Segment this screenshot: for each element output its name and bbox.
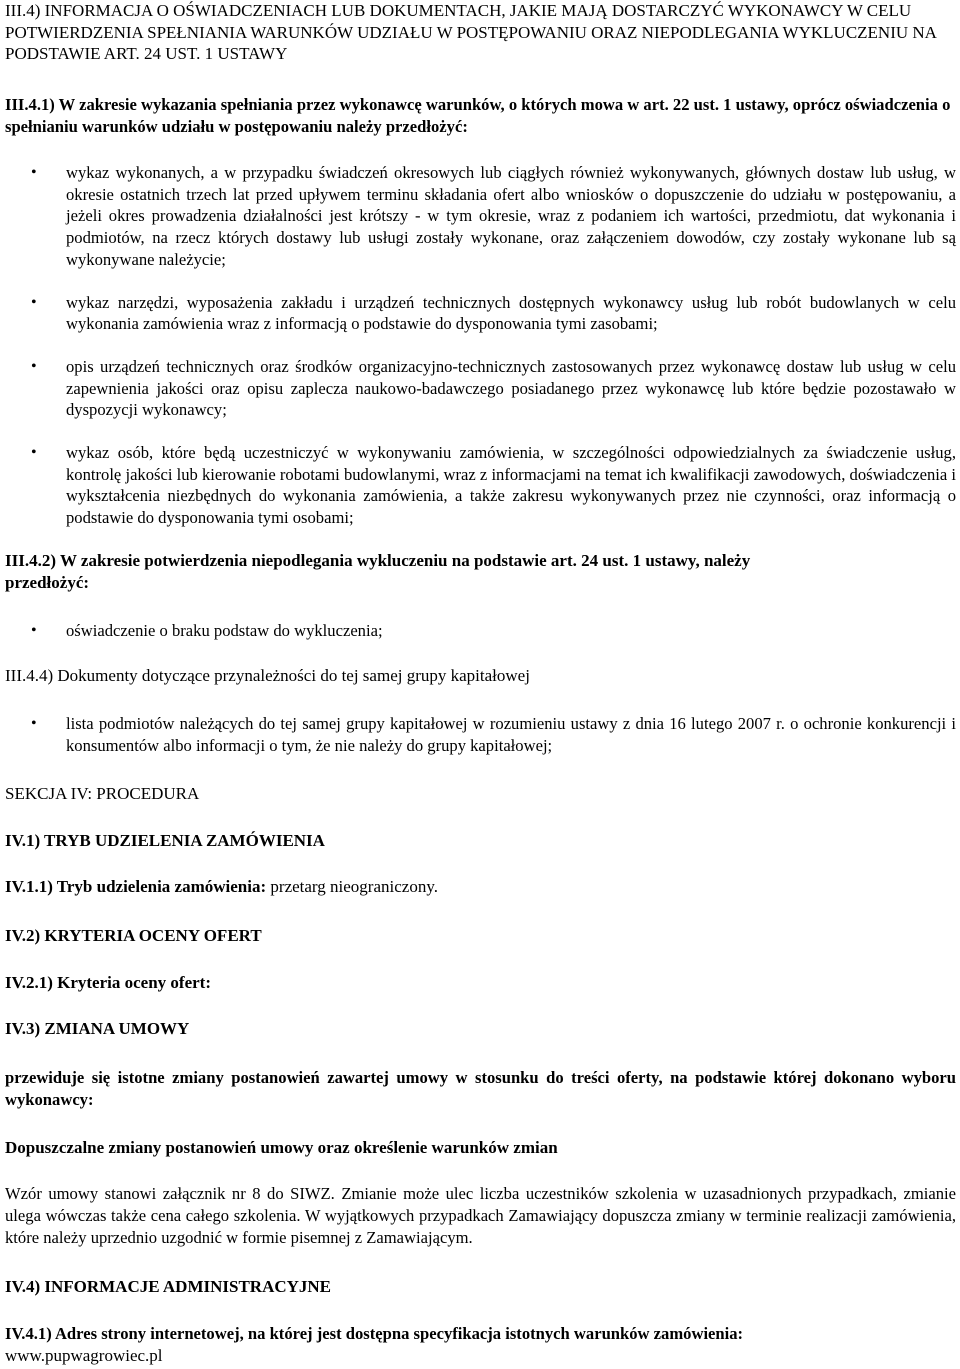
bullet-icon: •: [31, 357, 37, 375]
website-link[interactable]: www.pupwagrowiec.pl: [5, 1346, 163, 1365]
bullet-icon: •: [31, 622, 37, 639]
section-iv4-heading: IV.4) INFORMACJE ADMINISTRACYJNE: [5, 1277, 332, 1296]
section-iii4-heading: III.4) INFORMACJA O OŚWIADCZENIACH LUB DOKUMENTACH, JAKIE MAJĄ DOSTARCZYĆ WYKONAWCY W CELU POTWIERDZENIA SPEŁNIANIA WARUNKÓW UDZIAŁU W POSTĘPOWANIU ORAZ NIEPODLEGANIA WYKLUCZENIU NA PODSTAWIE ART. 24 UST. 1 USTAWY: [5, 1, 937, 63]
list-iii41: [5, 162, 956, 529]
bullet-icon: •: [31, 715, 37, 732]
list-item-text: wykaz narzędzi, wyposażenia zakładu i urządzeń technicznych dostępnych wykonawcy usług lub robót budowlanych w celu wykonania zamówienia wraz z informacją o podstawie do dysponowania tymi zasobami;: [66, 292, 956, 334]
iv3-question: przewiduje się istotne zmiany postanowień zawartej umowy w stosunku do treści oferty, na podstawie której dokonano wyboru wykonawcy:: [5, 1068, 956, 1109]
iv11-value: przetarg nieograniczony.: [266, 877, 438, 896]
section-iii42-heading: III.4.2) W zakresie potwierdzenia niepodlegania wykluczeniu na podstawie art. 24 ust. 1 ustawy, należy przedłożyć:: [5, 551, 751, 592]
bullet-icon: •: [31, 444, 37, 462]
section-iv2-heading: IV.2) KRYTERIA OCENY OFERT: [5, 926, 262, 945]
section-iii41-heading: III.4.1) W zakresie wykazania spełniania przez wykonawcę warunków, o których mowa w art. 22 ust. 1 ustawy, oprócz oświadczenia o spełnianiu warunków udziału w postępowaniu należy przedłożyć:: [5, 95, 951, 136]
section-iv-title: SEKCJA IV: PROCEDURA: [5, 784, 200, 803]
list-item-text: opis urządzeń technicznych oraz środków organizacyjno-technicznych zastosowanych przez wykonawcę dostaw lub usług w celu zapewnienia jakości oraz opisu zaplecza naukowo-badawczego posiadanego przez wykonawcę lub które będzie pozostawało w dyspozycji wykonawcy;: [66, 356, 956, 420]
list-iii42: [5, 620, 956, 642]
list-item-text: wykaz osób, które będą uczestniczyć w wykonywaniu zamówienia, w szczególności odpowiedzialnych za świadczenie usług, kontrolę jakości lub kierowanie robotami budowlanymi, wraz z informacjami na temat ich kwalifikacji zawodowych, doświadczenia i wykształcenia niezbędnych do wykonania zamówienia, a także zakresu wykonywanych przez nie czynności, oraz informacją o podstawie do dysponowania tymi osobami;: [66, 443, 956, 528]
section-iii44-heading: III.4.4) Dokumenty dotyczące przynależności do tej samej grupy kapitałowej: [5, 666, 530, 685]
list-item: [5, 713, 956, 756]
section-iv21-heading: IV.2.1) Kryteria oceny ofert:: [5, 973, 211, 992]
section-iv41-heading: IV.4.1) Adres strony internetowej, na której jest dostępna specyfikacja istotnych warunków zamówienia:: [5, 1324, 744, 1343]
list-item-text: oświadczenie o braku podstaw do wykluczenia;: [66, 621, 383, 640]
list-item: [5, 356, 956, 421]
iv11-label: IV.1.1) Tryb udzielenia zamówienia:: [5, 877, 267, 896]
iv3-changes-heading: Dopuszczalne zmiany postanowień umowy oraz określenie warunków zmian: [5, 1138, 558, 1157]
section-iv1-heading: IV.1) TRYB UDZIELENIA ZAMÓWIENIA: [5, 831, 325, 850]
section-iv11: [5, 876, 956, 898]
list-item: [5, 162, 956, 271]
list-iii44: [5, 713, 956, 756]
section-iv3-heading: IV.3) ZMIANA UMOWY: [5, 1019, 190, 1038]
list-item: [5, 442, 956, 529]
list-item-text: wykaz wykonanych, a w przypadku świadczeń okresowych lub ciągłych również wykonywanych, głównych dostaw lub usług, w okresie ostatnich trzech lat przed upływem terminu składania ofert albo wniosków o dopuszczenie do udziału w postępowaniu, a jeżeli okres prowadzenia działalności jest krótszy - w tym okresie, wraz z podaniem ich wartości, przedmiotu, dat wykonania i podmiotów, na rzecz których dostawy lub usługi zostały wykonane, oraz załączeniem dowodów, czy zostały wykonane lub są wykonywane należycie;: [66, 163, 956, 269]
bullet-icon: •: [31, 164, 37, 181]
iv3-changes-text: Wzór umowy stanowi załącznik nr 8 do SIWZ. Zmianie może ulec liczba uczestników szkolenia w uzasadnionych przypadkach, zmianie ulega wówczas także cena całego szkolenia. W wyjątkowych przypadkach Zamawiający dopuszcza zmiany w terminie realizacji zamówienia, które należy uprzednio uzgodnić w formie pisemnej z Zamawiającym.: [5, 1184, 956, 1247]
list-item-text: lista podmiotów należących do tej samej grupy kapitałowej w rozumieniu ustawy z dnia 16 lutego 2007 r. o ochronie konkurencji i konsumentów albo informacji o tym, że nie należy do grupy kapitałowej;: [66, 714, 956, 755]
list-item: [5, 292, 956, 335]
list-item: [5, 620, 956, 642]
bullet-icon: •: [31, 293, 37, 311]
